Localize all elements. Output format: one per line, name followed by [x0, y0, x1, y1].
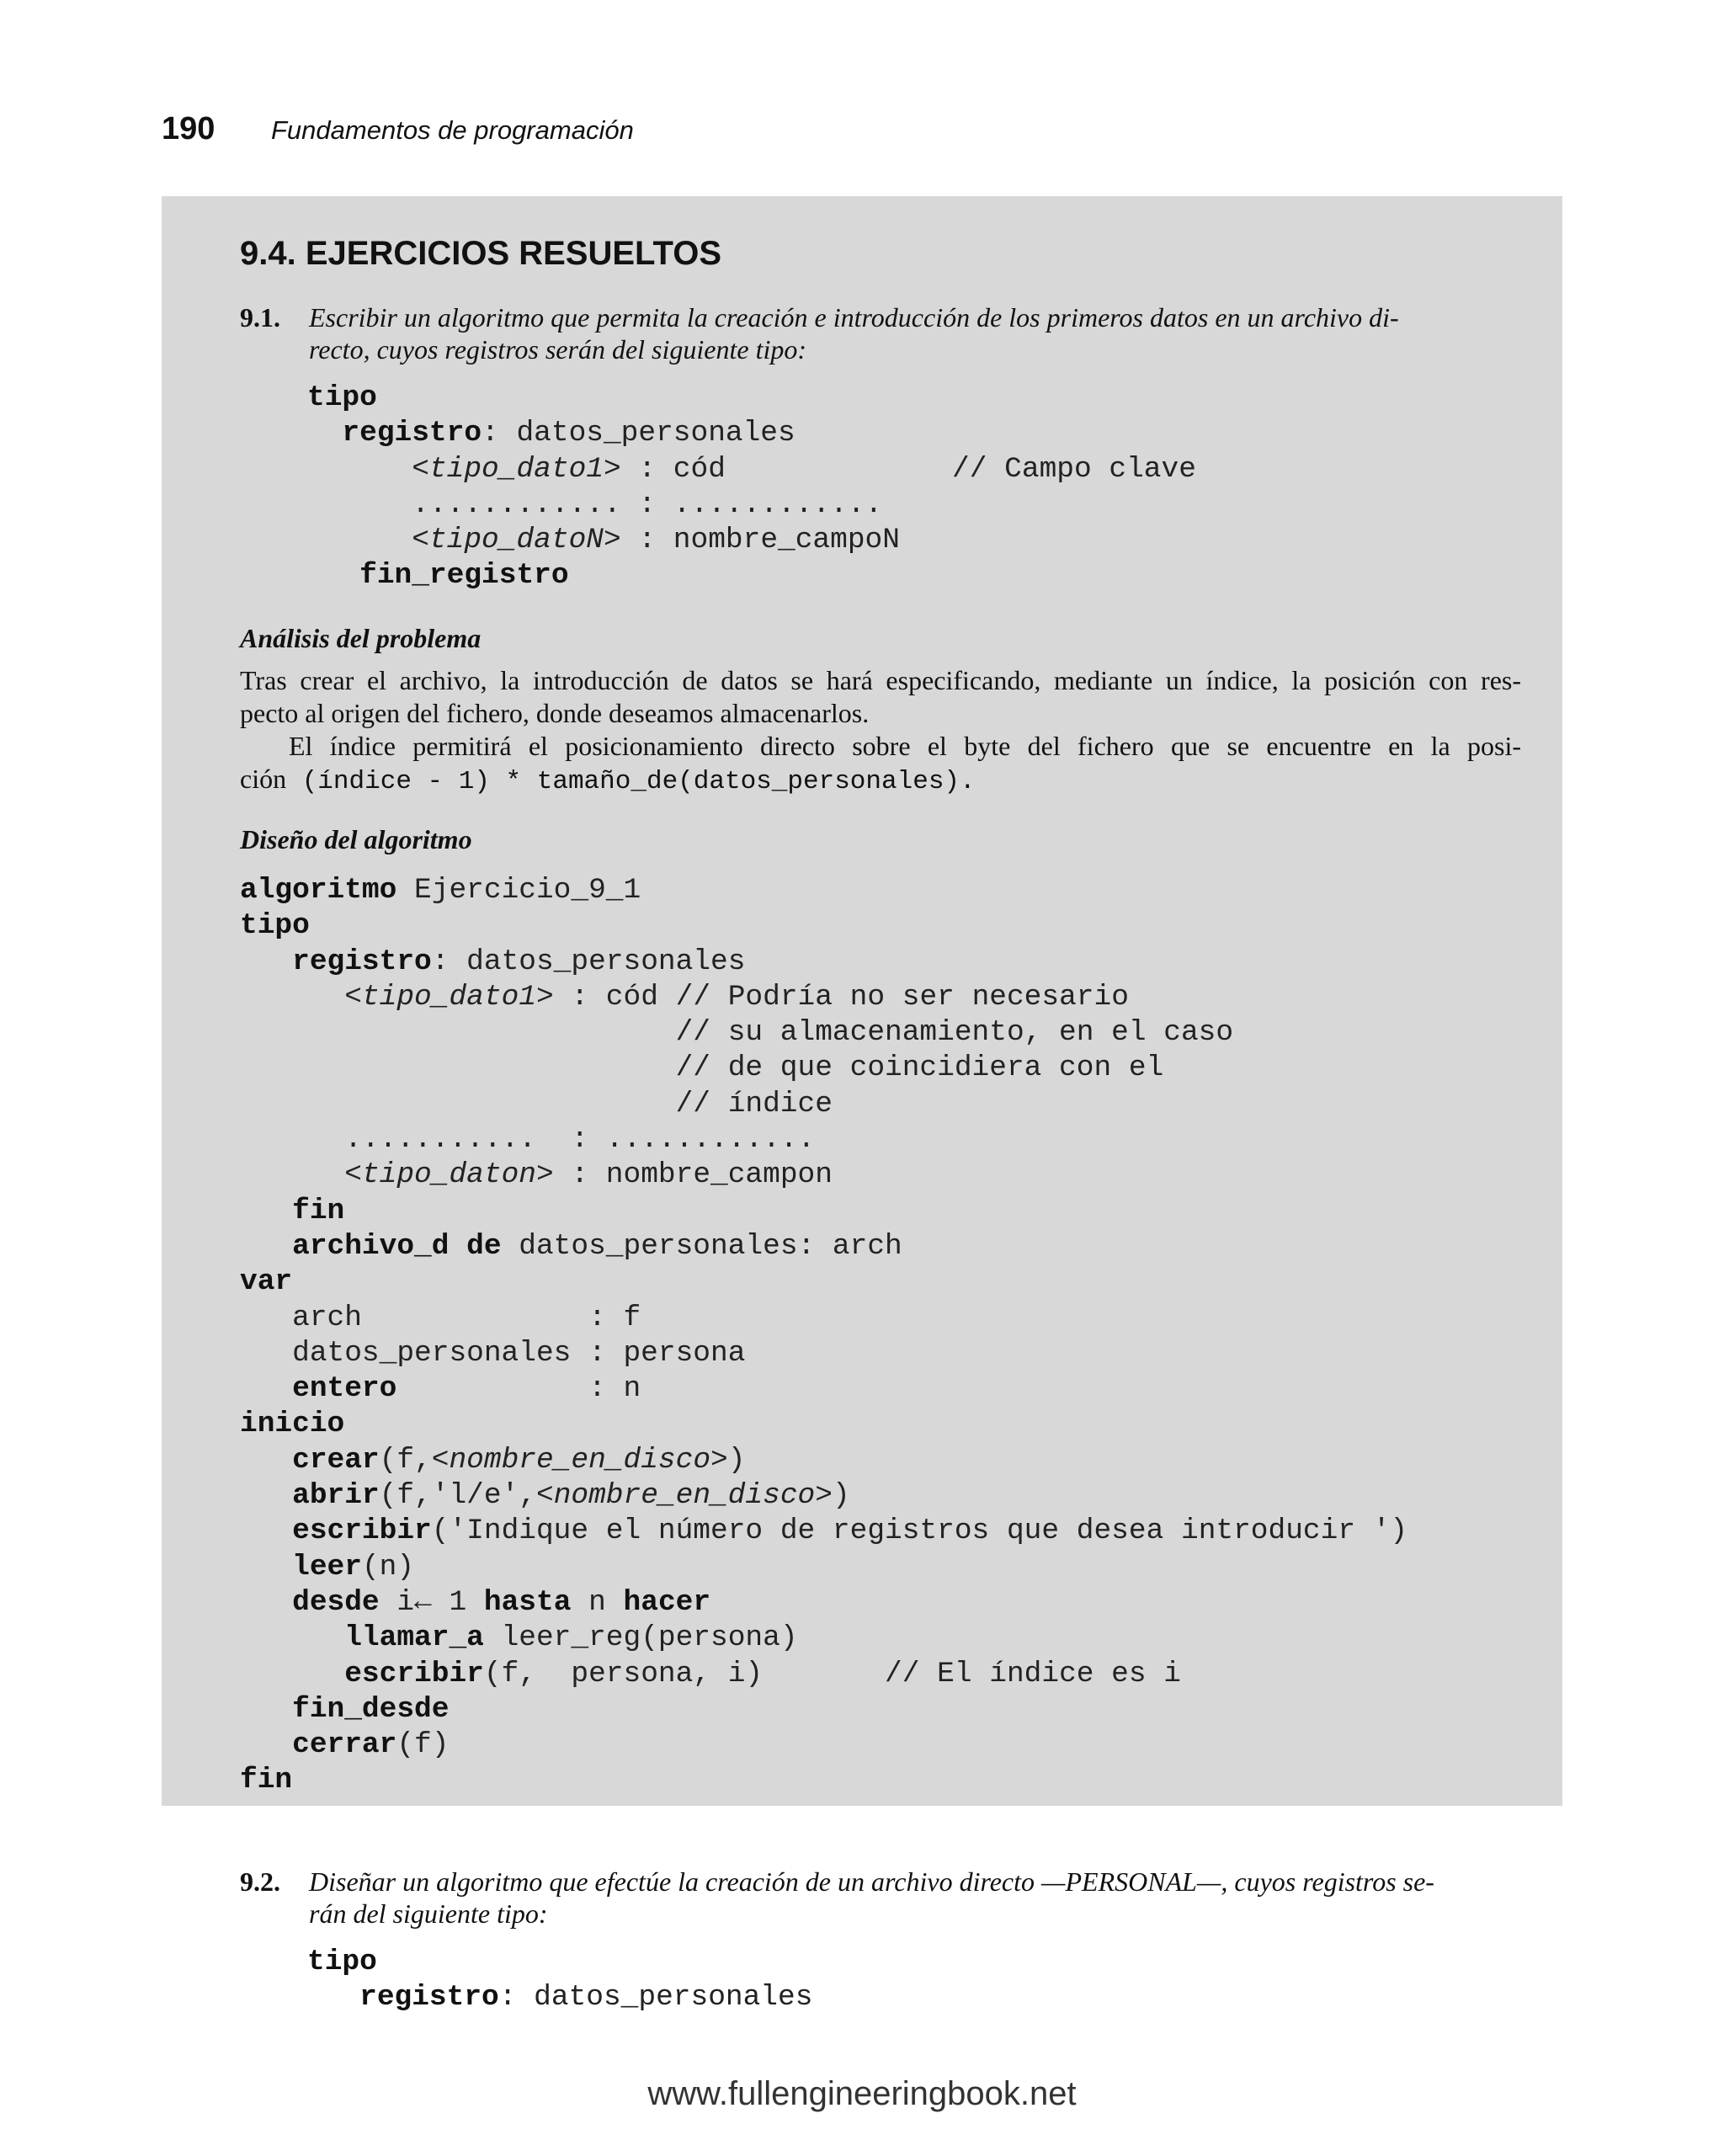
code-line: fin [240, 1764, 293, 1797]
analysis-paragraph-2 [240, 730, 1521, 798]
code-line: fin_desde [240, 1692, 450, 1726]
inline-code: (índice - 1) * tamaño_de(datos_personales). [286, 767, 976, 796]
code-line: escribir('Indique el número de registros que desea introducir ') [240, 1515, 1408, 1548]
paragraph-line [240, 763, 1521, 798]
code-line: desde i← 1 hasta n hacer [240, 1585, 711, 1619]
code-line: // índice [240, 1087, 833, 1121]
code-line: tipo [240, 909, 310, 943]
page-number: 190 [162, 111, 216, 146]
code-line: ........... : ............ [240, 1123, 816, 1157]
code-line: registro: datos_personales [307, 1981, 813, 2015]
code-line: <tipo_datoN> : nombre_campoN [412, 524, 900, 557]
exercise-number: 9.2. [240, 1866, 280, 1897]
code-line: tipo [307, 381, 377, 414]
exercise-9-2-statement [240, 1866, 1536, 1933]
statement-line-1: Escribir un algoritmo que permita la creación e introducción de los primeros datos en un archivo di- [309, 302, 1399, 333]
exercise-9-1-statement [240, 301, 1536, 369]
code-line: // su almacenamiento, en el caso [240, 1016, 1234, 1050]
code-line: registro: datos_personales [307, 417, 795, 450]
analysis-paragraph-1 [240, 664, 1521, 730]
code-line: fin_registro [307, 559, 569, 593]
code-line: cerrar(f) [240, 1728, 450, 1762]
section-title: 9.4. EJERCICIOS RESUELTOS [240, 235, 722, 272]
statement-line-2: recto, cuyos registros serán del siguiente tipo: [309, 334, 807, 365]
code-line: escribir(f, persona, i) // El índice es i [240, 1657, 1181, 1690]
code-line: <tipo_daton> : nombre_campon [344, 1158, 833, 1192]
paragraph-text: ción [240, 764, 287, 794]
algorithm-code [240, 873, 1407, 1799]
code-line: datos_personales : persona [240, 1336, 746, 1370]
code-line: // de que coincidiera con el [240, 1051, 1164, 1085]
code-line: archivo_d de datos_personales: arch [240, 1229, 902, 1263]
code-line: registro: datos_personales [240, 945, 746, 978]
type-definition-code-2 [307, 1945, 812, 2016]
type-definition-code [307, 381, 1196, 594]
exercises-panel [162, 196, 1562, 2015]
exercise-number: 9.1. [240, 302, 280, 333]
code-line: llamar_a leer_reg(persona) [240, 1621, 798, 1655]
code-line: crear(f,<nombre_en_disco>) [240, 1443, 746, 1477]
code-line: <tipo_dato1> : cód // Podría no ser necesario [344, 980, 1129, 1014]
statement-line-1: Diseñar un algoritmo que efectúe la creación de un archivo directo —PERSONAL—, cuyos registros se- [309, 1866, 1434, 1897]
code-line: var [240, 1265, 293, 1299]
code-line: abrir(f,'l/e',<nombre_en_disco>) [240, 1479, 850, 1513]
footer-url: www.fullengineeringbook.net [647, 2075, 1077, 2112]
code-line: arch : f [240, 1301, 641, 1334]
code-line: fin [240, 1194, 345, 1227]
design-heading: Diseño del algoritmo [240, 824, 472, 854]
code-line: leer(n) [240, 1550, 415, 1584]
code-line: entero : n [240, 1372, 641, 1406]
code-line: algoritmo Ejercicio_9_1 [240, 874, 641, 907]
paragraph-line: pecto al origen del fichero, donde deseamos almacenarlos. [240, 698, 870, 728]
running-head: Fundamentos de programación [271, 115, 634, 145]
paragraph-line: Tras crear el archivo, la introducción de datos se hará especificando, mediante un índice, la posición con res- [240, 665, 1521, 695]
analysis-heading: Análisis del problema [240, 623, 482, 653]
code-line: inicio [240, 1408, 345, 1441]
code-line: <tipo_dato1> : cód // Campo clave [412, 452, 1196, 486]
statement-line-2: rán del siguiente tipo: [309, 1898, 548, 1929]
code-line: tipo [307, 1946, 377, 1978]
code-line: ............ : ............ [307, 487, 883, 521]
paragraph-line: El índice permitirá el posicionamiento directo sobre el byte del fichero que se encuentre en la posi- [289, 731, 1521, 761]
